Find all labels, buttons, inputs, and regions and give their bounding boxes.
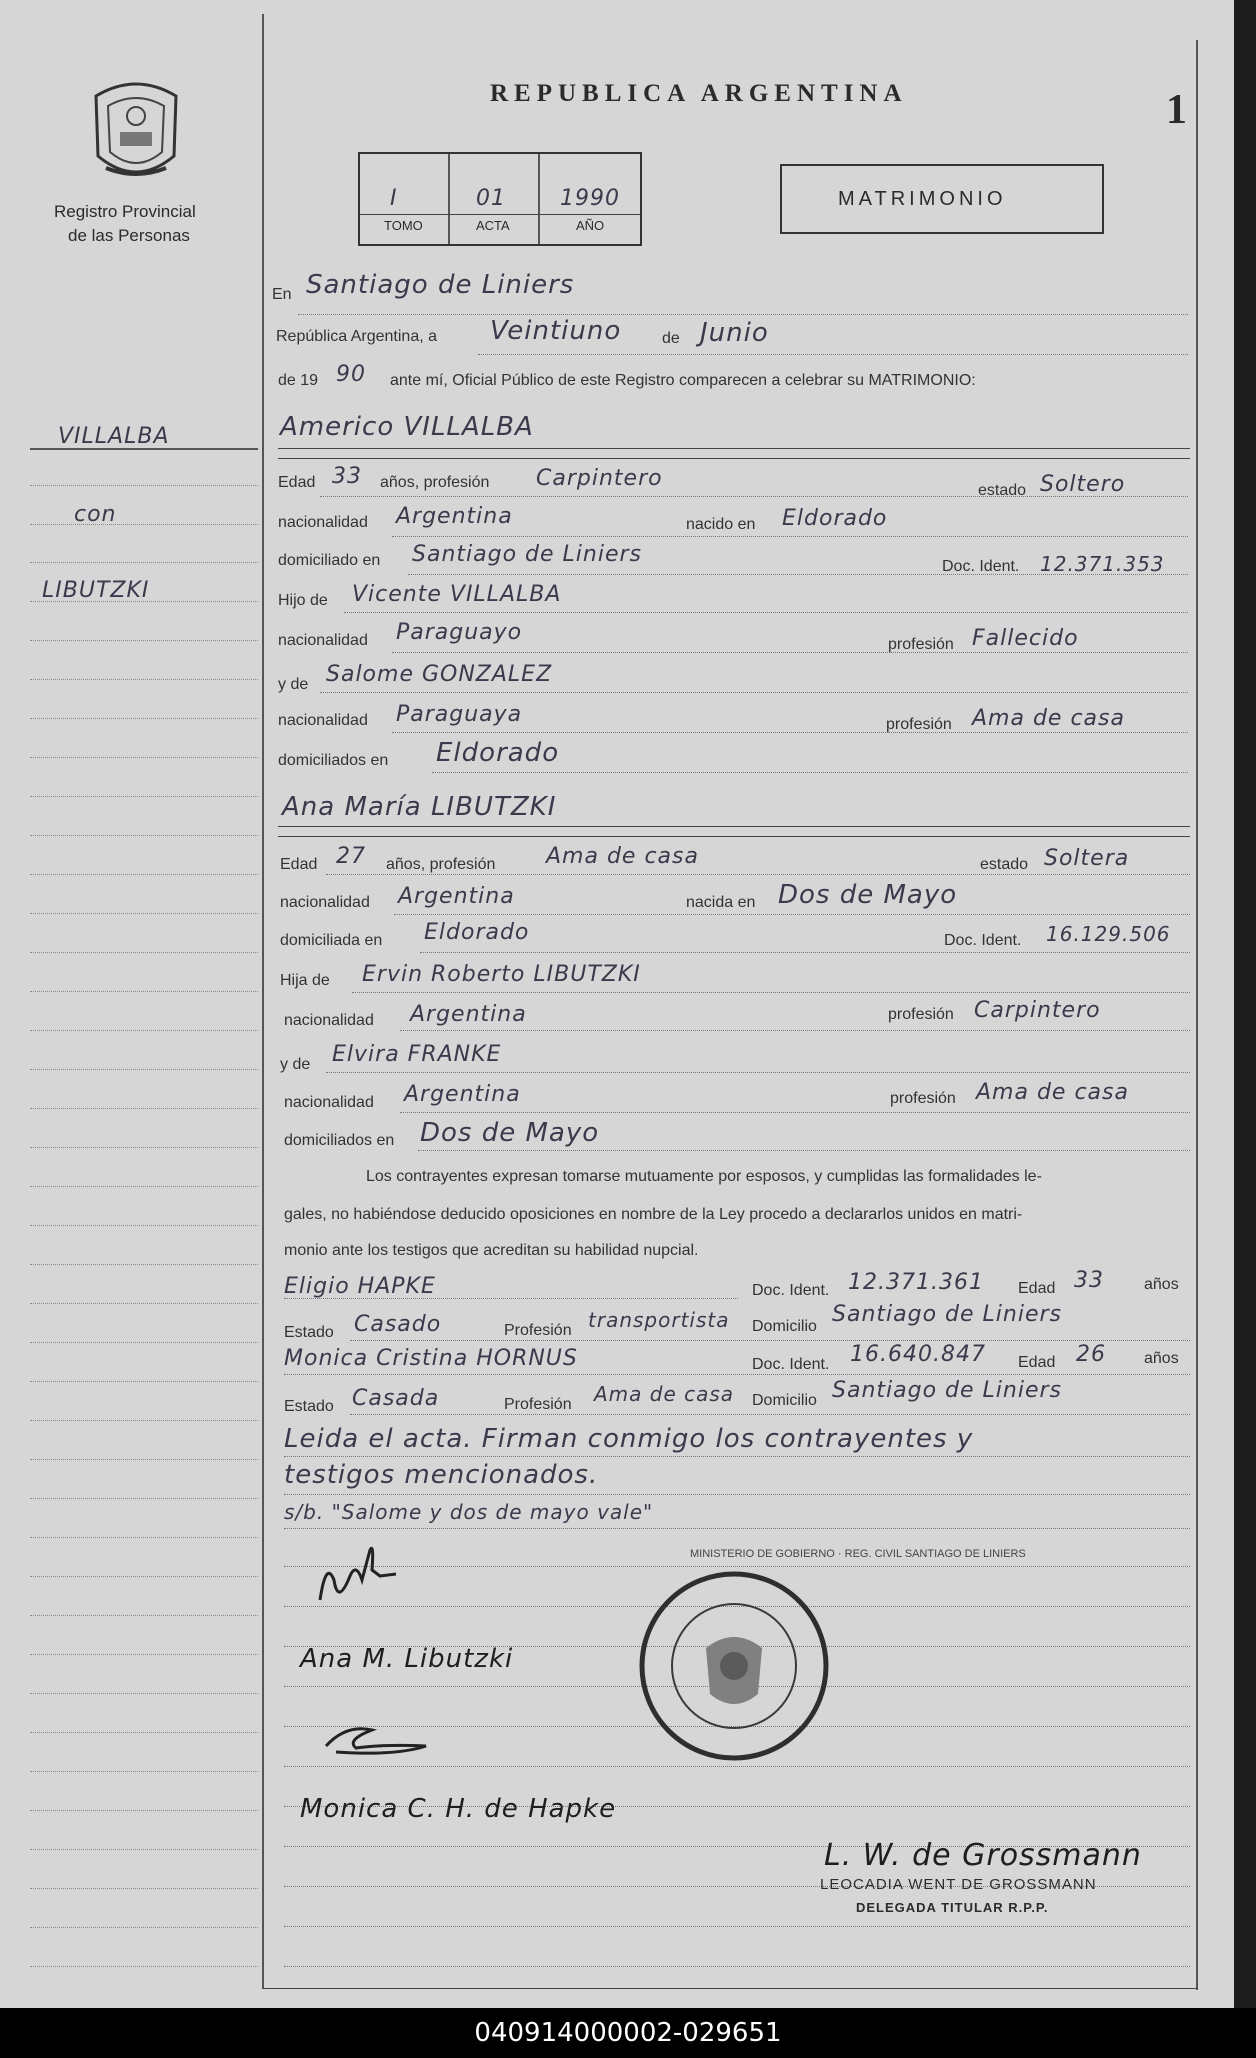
page-edge <box>1234 0 1256 2008</box>
bride-yde-label: y de <box>280 1056 311 1073</box>
official-title: DELEGADA TITULAR R.P.P. <box>856 1900 1049 1915</box>
bride-father: Ervin Roberto LIBUTZKI <box>362 962 641 987</box>
closing-line3: s/b. "Salome y dos de mayo vale" <box>284 1500 654 1524</box>
statement: ante mí, Oficial Público de este Registro comparecen a celebrar su MATRIMONIO: <box>390 372 976 389</box>
witness1-profession: transportista <box>588 1308 730 1332</box>
groom-domicilio-label: domiciliado en <box>278 552 381 569</box>
official-name: LEOCADIA WENT DE GROSSMANN <box>820 1876 1097 1893</box>
bride-parents-dom-label: domiciliados en <box>284 1132 395 1149</box>
acta-value: 01 <box>476 186 506 211</box>
margin-rule <box>262 14 264 1989</box>
bride-age: 27 <box>336 844 366 869</box>
groom-estado: Soltero <box>1040 472 1126 497</box>
bride-hija-label: Hija de <box>280 972 330 989</box>
bride-father-prof-label: profesión <box>888 1006 954 1023</box>
witness2-age: 26 <box>1076 1342 1106 1367</box>
tomo-value: I <box>390 186 398 211</box>
closing-line1: Leida el acta. Firman conmigo los contrayentes y <box>284 1424 974 1454</box>
month: Junio <box>700 318 769 348</box>
witness1-prof-label: Profesión <box>504 1322 572 1339</box>
bride-profesion-label: años, profesión <box>386 856 496 873</box>
groom-doc: 12.371.353 <box>1040 552 1165 576</box>
witness2-anos-label: años <box>1144 1350 1179 1367</box>
bride-estado: Soltera <box>1044 846 1130 871</box>
bride-edad-label: Edad <box>280 856 318 873</box>
bride-mother-nat: Argentina <box>404 1082 521 1107</box>
right-rule <box>1196 40 1198 1990</box>
witness2-doc: 16.640.847 <box>850 1342 986 1367</box>
groom-parents-domicile: Eldorado <box>436 738 560 768</box>
witness2-domicile: Santiago de Liniers <box>832 1378 1062 1403</box>
bride-name: Ana María LIBUTZKI <box>282 792 557 822</box>
groom-father-prof: Fallecido <box>972 626 1079 651</box>
ano-value: 1990 <box>560 186 620 211</box>
bride-domicile: Eldorado <box>424 920 530 945</box>
declaration-line2: gales, no habiéndose deducido oposiciones en nombre de la Ley procedo a declararlos unidos en matri- <box>284 1206 1023 1223</box>
groom-mother-prof-label: profesión <box>886 716 952 733</box>
country-title: REPUBLICA ARGENTINA <box>490 80 908 107</box>
tomo-label: TOMO <box>384 218 423 233</box>
de-label: de <box>662 330 680 347</box>
witness1-anos-label: años <box>1144 1276 1179 1293</box>
witness1-signature-icon <box>316 1716 456 1766</box>
groom-name: Americo VILLALBA <box>280 412 534 442</box>
groom-doc-label: Doc. Ident. <box>942 558 1020 575</box>
footer-code: 040914000002-029651 <box>0 2008 1256 2058</box>
witness2-name: Monica Cristina HORNUS <box>284 1346 578 1371</box>
bride-doc: 16.129.506 <box>1046 922 1171 946</box>
witness1-domicile: Santiago de Liniers <box>832 1302 1062 1327</box>
groom-age: 33 <box>332 464 362 489</box>
groom-mother-prof: Ama de casa <box>972 706 1125 731</box>
groom-mother-nat-label: nacionalidad <box>278 712 368 729</box>
groom-mother: Salome GONZALEZ <box>326 662 553 687</box>
bride-mother-prof: Ama de casa <box>976 1080 1129 1105</box>
bride-father-nat: Argentina <box>410 1002 527 1027</box>
acta-label: ACTA <box>476 218 510 233</box>
witness2-prof-label: Profesión <box>504 1396 572 1413</box>
republica-label: República Argentina, a <box>276 328 437 345</box>
witness2-estado-label: Estado <box>284 1398 334 1415</box>
bride-nationality: Argentina <box>398 884 515 909</box>
groom-yde-label: y de <box>278 676 309 693</box>
bride-signature: Ana M. Libutzki <box>300 1644 514 1674</box>
bride-father-prof: Carpintero <box>974 998 1101 1023</box>
bride-mother-nat-label: nacionalidad <box>284 1094 374 1111</box>
registry-line2: de las Personas <box>68 226 190 245</box>
year-suffix: 90 <box>336 362 366 387</box>
witness2-dom-label: Domicilio <box>752 1392 817 1409</box>
declaration-line1: Los contrayentes expresan tomarse mutuamente por esposos, y cumplidas las formalidades le- <box>366 1168 1042 1185</box>
bride-nat-label: nacionalidad <box>280 894 370 911</box>
groom-profession: Carpintero <box>536 466 663 491</box>
witness2-signature: Monica C. H. de Hapke <box>300 1794 617 1824</box>
en-label: En <box>272 286 292 303</box>
city: Santiago de Liniers <box>306 270 575 300</box>
year-prefix: de 19 <box>278 372 319 389</box>
witness2-edad-label: Edad <box>1018 1354 1056 1371</box>
bride-estado-label: estado <box>980 856 1029 873</box>
witness1-age: 33 <box>1074 1268 1104 1293</box>
witness1-doc: 12.371.361 <box>848 1270 984 1295</box>
groom-parents-dom-label: domiciliados en <box>278 752 389 769</box>
bride-parents-domicile: Dos de Mayo <box>420 1118 600 1148</box>
bride-father-nat-label: nacionalidad <box>284 1012 374 1029</box>
page-number: 1 <box>1166 87 1187 133</box>
groom-mother-nat: Paraguaya <box>396 702 523 727</box>
witness1-estado-label: Estado <box>284 1324 334 1341</box>
witness1-estado: Casado <box>354 1312 442 1337</box>
provincial-seal-icon <box>86 76 186 188</box>
stamp-text: MINISTERIO DE GOBIERNO · REG. CIVIL SANTIAGO DE LINIERS <box>690 1548 1026 1560</box>
bride-birthplace: Dos de Mayo <box>778 880 958 910</box>
witness2-profession: Ama de casa <box>594 1382 735 1406</box>
bride-mother: Elvira FRANKE <box>332 1042 502 1067</box>
bride-domicilio-label: domiciliada en <box>280 932 383 949</box>
declaration-line3: monio ante los testigos que acreditan su habilidad nupcial. <box>284 1242 699 1259</box>
margin-note-3: LIBUTZKI <box>42 578 150 603</box>
bride-nacida-label: nacida en <box>686 894 756 911</box>
groom-nacido-label: nacido en <box>686 516 756 533</box>
official-signature: L. W. de Grossmann <box>824 1838 1142 1873</box>
groom-profesion-label: años, profesión <box>380 474 490 491</box>
bottom-rule <box>262 1988 1198 1989</box>
official-stamp-icon <box>636 1568 832 1764</box>
witness2-estado: Casada <box>352 1386 440 1411</box>
bride-doc-label: Doc. Ident. <box>944 932 1022 949</box>
margin-note-1: VILLALBA <box>58 424 170 449</box>
groom-father-nat-label: nacionalidad <box>278 632 368 649</box>
witness2-doc-label: Doc. Ident. <box>752 1356 830 1373</box>
groom-father-nat: Paraguayo <box>396 620 523 645</box>
groom-edad-label: Edad <box>278 474 316 491</box>
witness1-name: Eligio HAPKE <box>284 1274 436 1299</box>
bride-mother-prof-label: profesión <box>890 1090 956 1107</box>
ano-label: AÑO <box>576 218 605 233</box>
witness1-edad-label: Edad <box>1018 1280 1056 1297</box>
closing-line2: testigos mencionados. <box>284 1460 599 1490</box>
margin-note-2: con <box>74 502 117 527</box>
groom-nationality: Argentina <box>396 504 513 529</box>
groom-father: Vicente VILLALBA <box>352 582 562 607</box>
groom-domicile: Santiago de Liniers <box>412 542 642 567</box>
groom-birthplace: Eldorado <box>782 506 888 531</box>
day: Veintiuno <box>490 316 622 346</box>
groom-father-prof-label: profesión <box>888 636 954 653</box>
bride-profession: Ama de casa <box>546 844 699 869</box>
groom-signature-icon <box>300 1540 440 1620</box>
groom-estado-label: estado <box>978 482 1027 499</box>
witness1-doc-label: Doc. Ident. <box>752 1282 830 1299</box>
act-type: MATRIMONIO <box>838 188 1007 210</box>
groom-hijo-label: Hijo de <box>278 592 328 609</box>
registry-line1: Registro Provincial <box>54 202 196 221</box>
witness1-dom-label: Domicilio <box>752 1318 817 1335</box>
groom-nat-label: nacionalidad <box>278 514 368 531</box>
